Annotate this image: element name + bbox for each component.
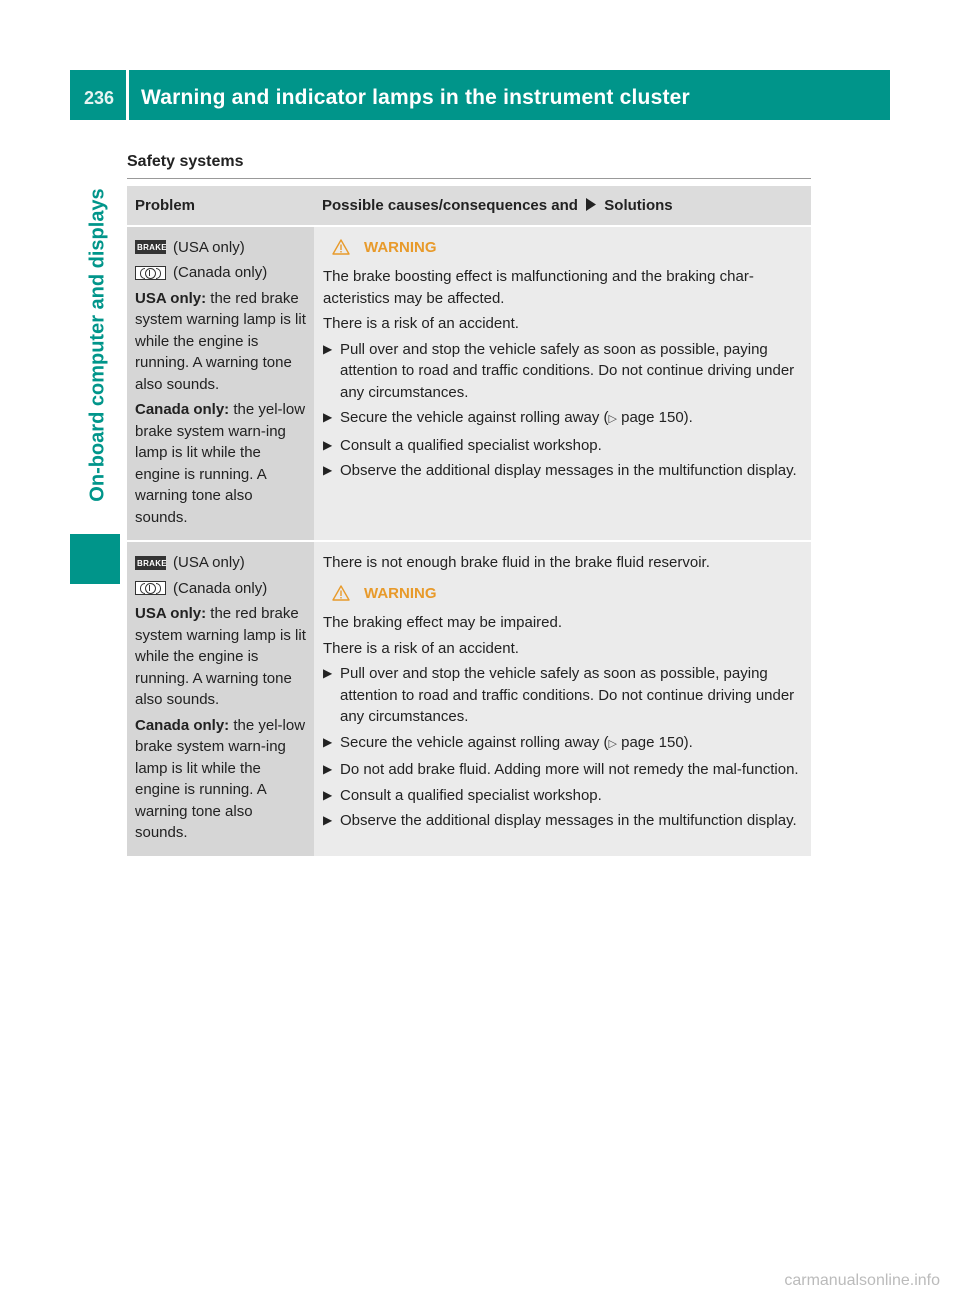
step-arrow-icon: ▶ [323,341,333,356]
usa-only-label: USA only: [135,289,207,307]
canada-lamp-label: (Canada only) [173,579,268,597]
step-text: Pull over and stop the vehicle safely as soon as possible, paying attention to road and traffic conditions. Do not continue driving under any circumstances. [340,665,795,725]
usa-description [135,288,308,396]
page-reference[interactable]: page 150). [616,409,693,426]
play-arrow-icon [585,198,597,211]
step-arrow-icon: ▶ [323,666,333,680]
step-item [323,663,805,728]
warning-text: The braking effect may be impaired. [323,614,563,631]
canada-only-text: the yel-low brake system warn-ing lamp is lit while the engine is running. A warning tone also sounds. [135,401,306,526]
risk-text: There is a risk of an accident. [323,315,519,332]
step-item [323,732,805,756]
problem-cell [127,226,314,542]
safety-systems-table [127,186,811,856]
page-reference-triangle-icon: ▷ [608,413,617,425]
usa-only-text: the red brake system warning lamp is lit while the engine is running. A warning tone also sounds. [135,605,306,708]
step-arrow-icon: ▶ [323,463,333,477]
warning-label: WARNING [364,584,437,602]
step-arrow-icon: ▶ [323,762,333,776]
step-arrow-icon: ▶ [323,410,333,424]
step-item [323,785,805,807]
warning-heading [332,237,805,259]
risk-text: There is a risk of an accident. [323,639,519,657]
brake-icon-text: BRAKE [137,243,167,253]
side-chapter-marker [70,534,120,584]
step-arrow-icon: ▶ [323,813,333,827]
page-reference-triangle-icon: ▷ [608,737,617,750]
column-header-problem: Problem [127,186,314,226]
step-text: Observe the additional display messages in the multifunction display. [340,462,797,479]
brake-circle-lamp-icon [135,266,166,280]
page-title: Warning and indicator lamps in the instrument cluster [141,86,690,109]
side-chapter-label: On-board computer and displays [86,188,109,502]
problem-cell [127,541,314,856]
warning-triangle-icon [332,585,350,601]
step-item [323,435,805,457]
brake-warning-lamp-icon [135,556,166,570]
step-text-part: Secure the vehicle against rolling away ( [340,409,609,426]
step-text-part: Secure the vehicle against rolling away ( [340,733,609,751]
step-item [323,407,805,431]
step-arrow-icon: ▶ [323,734,333,749]
section-divider [127,178,811,179]
canada-lamp-line [135,578,308,600]
step-text: Pull over and stop the vehicle safely as soon as possible, paying attention to road and traffic conditions. Do not continue driving under any circumstances. [340,340,795,401]
step-text: Observe the additional display messages in the multifunction display. [340,812,797,829]
table-row [127,541,811,856]
step-arrow-icon: ▶ [323,787,333,802]
warning-triangle-icon [332,239,350,255]
step-arrow-icon: ▶ [323,437,333,452]
step-text: Do not add brake fluid. Adding more will not remedy the mal-function. [340,761,799,778]
cause-intro: There is not enough brake fluid in the brake fluid reservoir. [323,554,710,571]
page-reference[interactable]: page 150). [616,733,693,751]
usa-only-label: USA only: [135,605,207,622]
canada-description [135,399,308,528]
step-text [340,407,805,431]
column-header-solutions-suffix: Solutions [604,197,673,214]
canada-only-text: the yel-low brake system warn-ing lamp is lit while the engine is running. A warning tone also sounds. [135,716,306,841]
column-header-solutions [314,186,811,226]
brake-circle-lamp-icon [135,581,166,595]
header-divider [126,70,129,120]
step-item [323,759,805,781]
usa-lamp-label: (USA only) [173,238,245,256]
table-row [127,226,811,542]
step-item [323,810,805,832]
step-text [340,732,805,756]
canada-only-label: Canada only: [135,716,230,734]
step-text: Consult a qualified specialist workshop. [340,786,602,804]
footer-watermark: carmanualsonline.info [784,1272,940,1289]
table-header-row [127,186,811,226]
usa-description [135,603,308,711]
step-text: Consult a qualified specialist workshop. [340,436,602,454]
brake-warning-lamp-icon [135,240,166,254]
column-header-solutions-prefix: Possible causes/consequences and [322,197,578,214]
usa-only-text: the red brake system warning lamp is lit while the engine is running. A warning tone also sounds. [135,289,306,393]
canada-lamp-line [135,262,308,284]
warning-text: The brake boosting effect is malfunctioning and the braking char-acteristics may be affected. [323,268,754,307]
usa-lamp-line [135,237,308,259]
warning-label: WARNING [364,238,437,256]
step-item [323,339,805,404]
warning-heading [332,583,805,605]
canada-description [135,715,308,844]
section-title: Safety systems [127,153,244,170]
canada-only-label: Canada only: [135,401,230,418]
solution-cell [314,541,811,856]
solution-cell [314,226,811,542]
usa-lamp-label: (USA only) [173,554,245,571]
step-item [323,460,805,482]
canada-lamp-label: (Canada only) [173,264,268,281]
page-number: 236 [84,88,115,108]
brake-icon-text: BRAKE [137,558,167,568]
usa-lamp-line [135,552,308,574]
